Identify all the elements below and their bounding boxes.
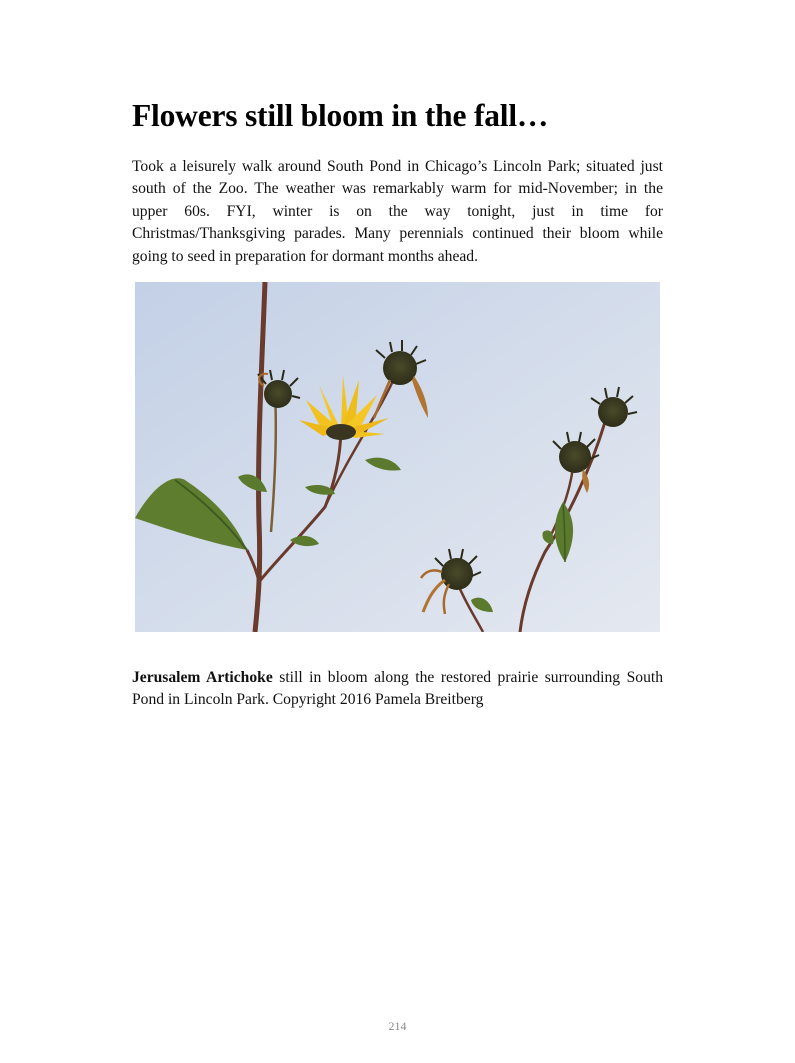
flower-photo — [135, 282, 660, 632]
caption-plant-name: Jerusalem Artichoke — [132, 669, 273, 686]
intro-paragraph: Took a leisurely walk around South Pond in Chicago’s Lincoln Park; situated just south of the Zoo. The weather was remarkably warm for mid-November; in the upper 60s. FYI, winter is on the way tonight, just in time for Christmas/Thanksgiving parades. Many perennials continued their bloom while going to seed in preparation for dormant months ahead. — [132, 158, 663, 265]
page-number: 214 — [388, 1019, 407, 1033]
caption-text: still in bloom along the restored prairie surrounding South Pond in Lincoln Park. Copyright 2016 Pamela Breitberg — [132, 669, 663, 708]
page-title: Flowers still bloom in the fall… — [132, 98, 549, 133]
photo-caption — [132, 667, 663, 711]
